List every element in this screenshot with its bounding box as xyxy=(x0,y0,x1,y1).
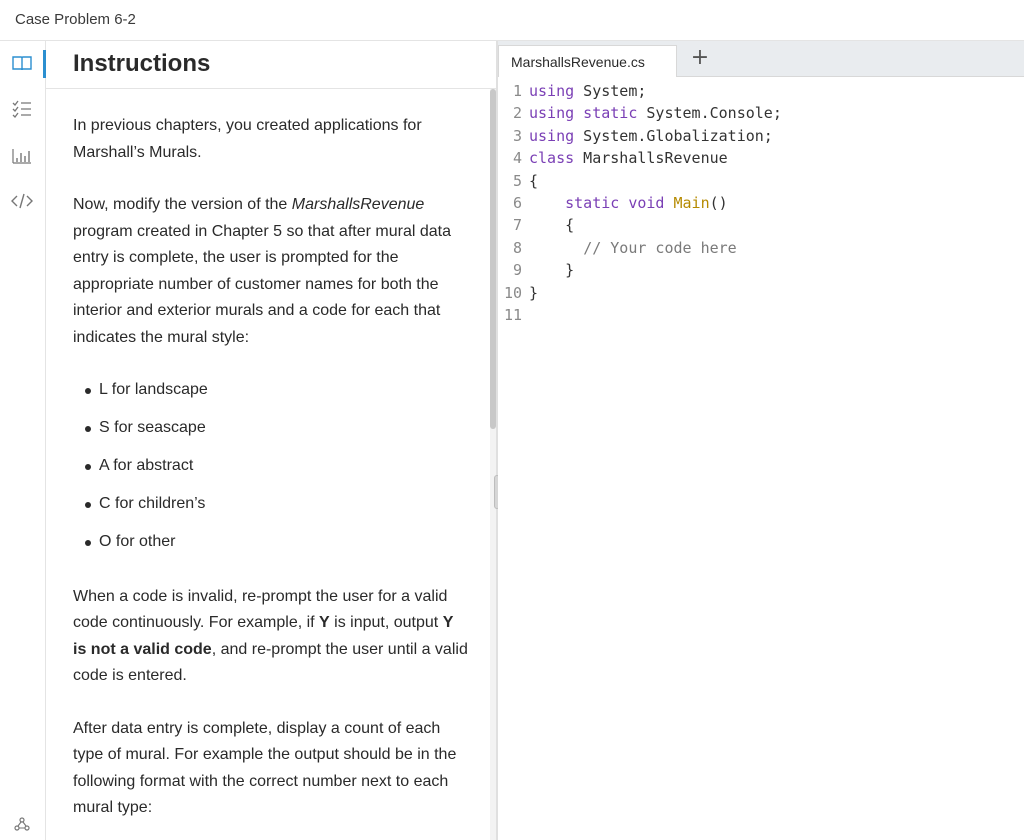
program-name: MarshallsRevenue xyxy=(291,196,425,213)
code-text: { xyxy=(565,216,575,235)
code-text: } xyxy=(565,261,575,280)
code-line[interactable] xyxy=(498,261,574,283)
code-text: using System.Globalization; xyxy=(529,126,773,145)
editor-tab-bar xyxy=(498,41,1024,77)
instructions-heading: Instructions xyxy=(73,50,211,77)
list-item: C for children’s xyxy=(73,491,468,518)
line-number: 2 xyxy=(512,104,522,123)
paragraph-output: After data entry is complete, display a count of each type of mural. For example the output should be in the following format with the correct number next to each mural type: xyxy=(73,719,457,816)
code-text: static void Main() xyxy=(565,194,728,212)
code-text: using static System.Console; xyxy=(529,104,782,123)
code-text: class MarshallsRevenue xyxy=(529,149,728,168)
line-number: 7 xyxy=(512,216,522,235)
instructions-header xyxy=(46,41,496,89)
instructions-panel[interactable] xyxy=(46,89,490,840)
window-title: Case Problem 6-2 xyxy=(15,11,136,28)
code-line[interactable] xyxy=(498,82,646,104)
code-line[interactable] xyxy=(498,239,737,261)
paragraph-intro: In previous chapters, you created applications for Marshall’s Murals. xyxy=(73,117,422,161)
add-tab-button[interactable]: + xyxy=(690,45,710,70)
code-line[interactable] xyxy=(498,172,538,194)
paragraph-task: Now, modify the version of the MarshallsRevenue program created in Chapter 5 so that after mural data entry is complete, the user is prompted for the appropriate number of customer names for both the interior and exterior murals and a code for each that indicates the mural style: xyxy=(73,196,451,346)
share-icon[interactable] xyxy=(11,813,33,835)
code-text: using System; xyxy=(529,82,647,100)
line-number: 8 xyxy=(512,238,522,257)
code-line[interactable] xyxy=(498,149,728,171)
code-text: { xyxy=(529,171,539,190)
line-number: 11 xyxy=(503,306,522,324)
line-number: 4 xyxy=(512,149,522,168)
list-item: L for landscape xyxy=(73,377,468,404)
book-icon[interactable] xyxy=(11,52,33,74)
checklist-icon[interactable] xyxy=(11,98,33,120)
list-item: S for seascape xyxy=(73,415,468,442)
line-number: 6 xyxy=(512,194,522,212)
code-line[interactable] xyxy=(498,216,574,238)
code-line[interactable] xyxy=(498,194,728,216)
code-editor[interactable] xyxy=(498,77,1024,840)
list-item: A for abstract xyxy=(73,453,468,480)
bar-chart-icon[interactable] xyxy=(11,145,33,167)
line-number: 9 xyxy=(512,261,522,280)
instructions-content xyxy=(73,113,468,840)
side-rail xyxy=(0,41,46,840)
code-line[interactable] xyxy=(498,284,538,306)
line-number: 5 xyxy=(512,171,522,190)
code-text: // Your code here xyxy=(583,238,737,257)
list-item: O for other xyxy=(73,529,468,556)
tab-marshallsrevenue[interactable] xyxy=(498,45,677,77)
code-line[interactable] xyxy=(498,127,773,149)
tab-label: MarshallsRevenue.cs xyxy=(511,54,645,70)
code-line[interactable] xyxy=(498,306,529,328)
paragraph-invalid-code: When a code is invalid, re-prompt the user for a valid code continuously. For example, if Y is input, output Y is not a valid code, and re-prompt the user until a valid code is entered. xyxy=(73,587,468,684)
line-number: 3 xyxy=(512,126,522,145)
code-line[interactable] xyxy=(498,104,782,126)
mural-style-list xyxy=(73,377,468,556)
top-bar xyxy=(0,0,1024,41)
line-number: 1 xyxy=(512,82,522,100)
code-text: } xyxy=(529,283,539,302)
line-number: 10 xyxy=(503,283,522,302)
code-icon[interactable] xyxy=(11,190,33,212)
